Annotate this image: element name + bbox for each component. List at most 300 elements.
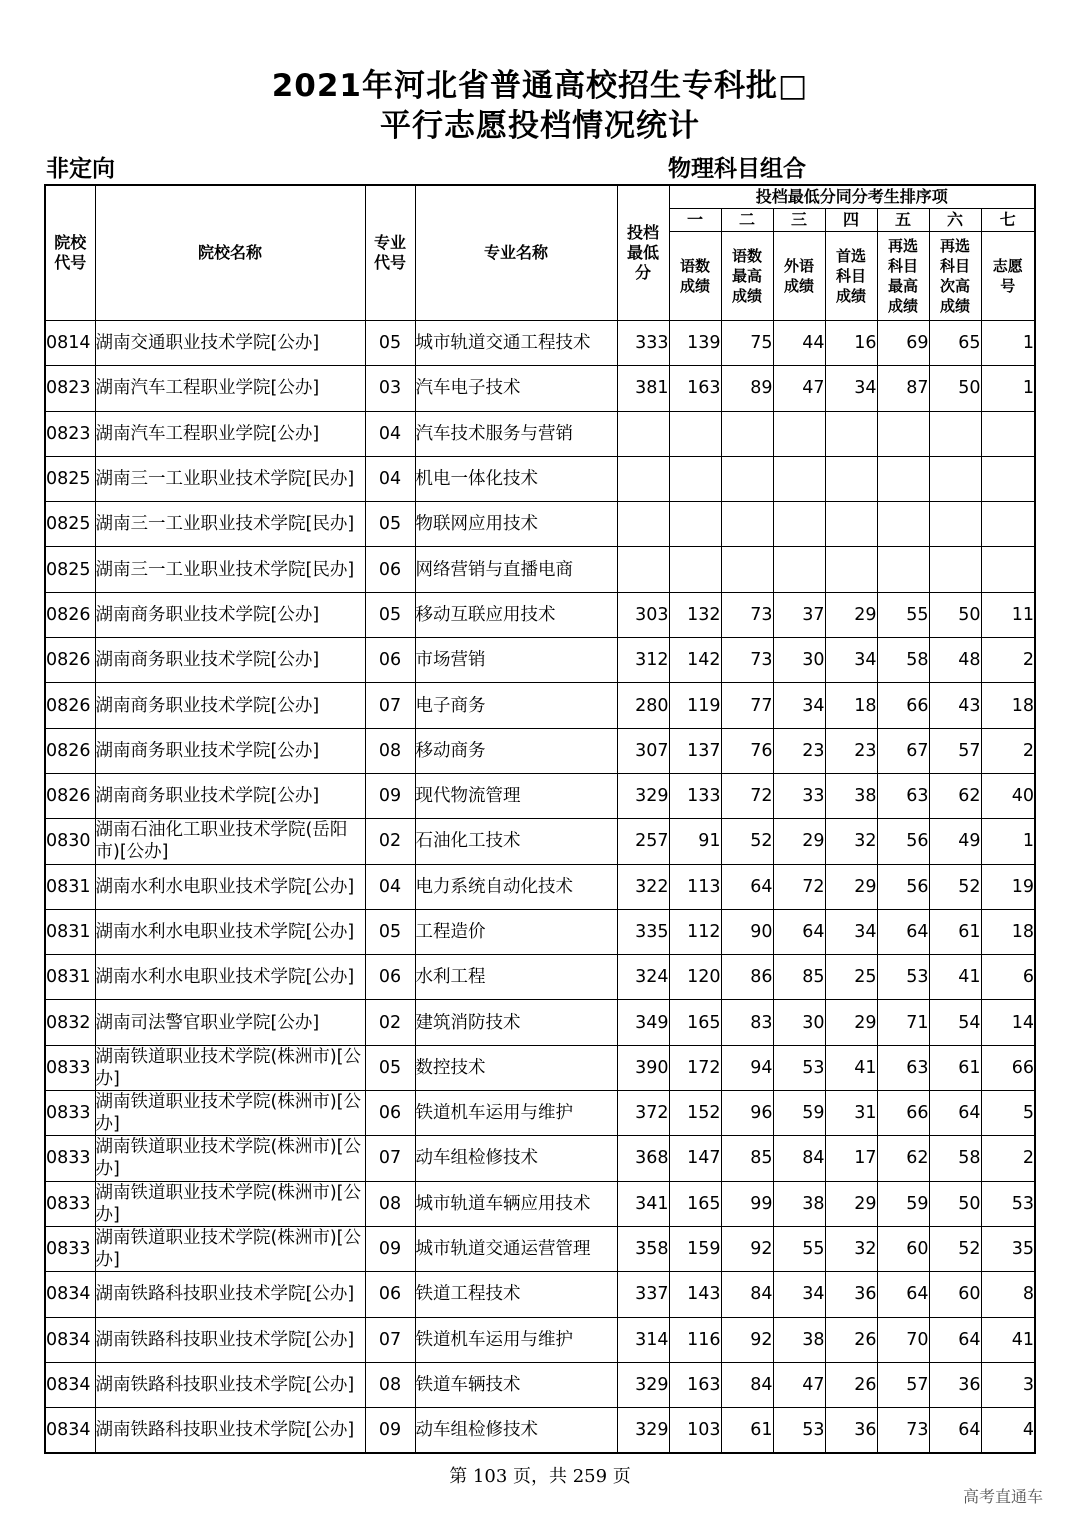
- major-code-cell: 04: [365, 411, 415, 456]
- preference-no-cell: 2: [981, 638, 1035, 683]
- min-score-cell: 335: [617, 909, 669, 954]
- chinese-math-cell: 139: [669, 321, 721, 366]
- table-row: [45, 1000, 1035, 1045]
- school-code-cell: 0814: [45, 321, 95, 366]
- first-subject-cell: 29: [825, 592, 877, 637]
- school-name-cell: 湖南三一工业职业技术学院[民办]: [95, 456, 365, 501]
- school-name-cell: 湖南水利水电职业技术学院[公办]: [95, 864, 365, 909]
- foreign-language-cell: [773, 502, 825, 547]
- chinese-math-max-cell: [721, 456, 773, 501]
- second-subject-max-cell: [877, 547, 929, 592]
- second-subject-next-cell: 50: [929, 1181, 981, 1226]
- second-subject-max-cell: 56: [877, 864, 929, 909]
- min-score-cell: 341: [617, 1181, 669, 1226]
- preference-no-cell: 11: [981, 592, 1035, 637]
- second-subject-max-cell: [877, 411, 929, 456]
- table-row: [45, 411, 1035, 456]
- second-subject-next-cell: 64: [929, 1408, 981, 1453]
- major-name-cell: 汽车技术服务与营销: [415, 411, 617, 456]
- major-name-cell: 铁道工程技术: [415, 1272, 617, 1317]
- min-score-cell: 333: [617, 321, 669, 366]
- table-row: [45, 1091, 1035, 1136]
- preference-no-cell: [981, 411, 1035, 456]
- min-score-cell: 368: [617, 1136, 669, 1181]
- chinese-math-max-cell: 76: [721, 728, 773, 773]
- second-subject-next-cell: [929, 547, 981, 592]
- table-row: [45, 1136, 1035, 1181]
- second-subject-max-cell: 59: [877, 1181, 929, 1226]
- preference-no-cell: 35: [981, 1226, 1035, 1271]
- header-sort-item-5: 再选科目最高成绩: [877, 232, 929, 321]
- table-row: [45, 502, 1035, 547]
- major-code-cell: 09: [365, 773, 415, 818]
- preference-no-cell: [981, 547, 1035, 592]
- header-major-code: 专业代号: [365, 185, 415, 321]
- first-subject-cell: 18: [825, 683, 877, 728]
- min-score-cell: 329: [617, 1408, 669, 1453]
- second-subject-next-cell: 36: [929, 1362, 981, 1407]
- major-code-cell: 08: [365, 728, 415, 773]
- first-subject-cell: 31: [825, 1091, 877, 1136]
- school-code-cell: 0831: [45, 955, 95, 1000]
- major-code-cell: 03: [365, 366, 415, 411]
- school-name-cell: 湖南铁道职业技术学院(株洲市)[公办]: [95, 1181, 365, 1226]
- second-subject-next-cell: 64: [929, 1091, 981, 1136]
- school-name-cell: 湖南铁路科技职业技术学院[公办]: [95, 1362, 365, 1407]
- foreign-language-cell: 47: [773, 1362, 825, 1407]
- header-sort-item-4: 首选科目成绩: [825, 232, 877, 321]
- school-name-cell: 湖南铁道职业技术学院(株洲市)[公办]: [95, 1226, 365, 1271]
- chinese-math-max-cell: [721, 411, 773, 456]
- preference-no-cell: 1: [981, 819, 1035, 864]
- school-code-cell: 0834: [45, 1408, 95, 1453]
- header-order-4: 四: [825, 209, 877, 232]
- first-subject-cell: 29: [825, 864, 877, 909]
- second-subject-max-cell: 67: [877, 728, 929, 773]
- school-name-cell: 湖南铁路科技职业技术学院[公办]: [95, 1408, 365, 1453]
- chinese-math-max-cell: 73: [721, 592, 773, 637]
- chinese-math-cell: 112: [669, 909, 721, 954]
- second-subject-max-cell: 64: [877, 1272, 929, 1317]
- major-code-cell: 06: [365, 1091, 415, 1136]
- preference-no-cell: 8: [981, 1272, 1035, 1317]
- school-name-cell: 湖南商务职业技术学院[公办]: [95, 683, 365, 728]
- major-code-cell: 04: [365, 456, 415, 501]
- school-code-cell: 0833: [45, 1226, 95, 1271]
- major-code-cell: 02: [365, 819, 415, 864]
- second-subject-max-cell: 64: [877, 909, 929, 954]
- second-subject-max-cell: 55: [877, 592, 929, 637]
- min-score-cell: 372: [617, 1091, 669, 1136]
- school-code-cell: 0826: [45, 728, 95, 773]
- second-subject-max-cell: [877, 502, 929, 547]
- school-code-cell: 0825: [45, 502, 95, 547]
- chinese-math-cell: [669, 411, 721, 456]
- chinese-math-cell: 163: [669, 1362, 721, 1407]
- first-subject-cell: 36: [825, 1272, 877, 1317]
- second-subject-next-cell: 54: [929, 1000, 981, 1045]
- chinese-math-max-cell: 85: [721, 1136, 773, 1181]
- first-subject-cell: 34: [825, 909, 877, 954]
- min-score-cell: 390: [617, 1045, 669, 1090]
- foreign-language-cell: 34: [773, 1272, 825, 1317]
- foreign-language-cell: 34: [773, 683, 825, 728]
- min-score-cell: 307: [617, 728, 669, 773]
- page-footer: 第 103 页，共 259 页: [449, 1466, 631, 1487]
- major-name-cell: 工程造价: [415, 909, 617, 954]
- table-row: [45, 683, 1035, 728]
- school-code-cell: 0834: [45, 1362, 95, 1407]
- school-code-cell: 0833: [45, 1045, 95, 1090]
- first-subject-cell: 26: [825, 1317, 877, 1362]
- major-name-cell: 铁道机车运用与维护: [415, 1317, 617, 1362]
- major-name-cell: 城市轨道交通运营管理: [415, 1226, 617, 1271]
- school-name-cell: 湖南铁道职业技术学院(株洲市)[公办]: [95, 1091, 365, 1136]
- major-name-cell: 城市轨道车辆应用技术: [415, 1181, 617, 1226]
- chinese-math-max-cell: 73: [721, 638, 773, 683]
- chinese-math-cell: [669, 502, 721, 547]
- preference-no-cell: 40: [981, 773, 1035, 818]
- second-subject-next-cell: 64: [929, 1317, 981, 1362]
- table-row: [45, 1362, 1035, 1407]
- second-subject-next-cell: [929, 456, 981, 501]
- preference-no-cell: [981, 456, 1035, 501]
- chinese-math-max-cell: 84: [721, 1362, 773, 1407]
- header-tie-group: 投档最低分同分考生排序项: [669, 185, 1035, 209]
- major-code-cell: 09: [365, 1226, 415, 1271]
- school-name-cell: 湖南铁道职业技术学院(株洲市)[公办]: [95, 1045, 365, 1090]
- school-code-cell: 0832: [45, 1000, 95, 1045]
- min-score-cell: [617, 411, 669, 456]
- second-subject-next-cell: 41: [929, 955, 981, 1000]
- foreign-language-cell: 23: [773, 728, 825, 773]
- chinese-math-cell: 152: [669, 1091, 721, 1136]
- table-row: [45, 819, 1035, 864]
- major-code-cell: 05: [365, 592, 415, 637]
- second-subject-next-cell: 48: [929, 638, 981, 683]
- major-code-cell: 05: [365, 1045, 415, 1090]
- foreign-language-cell: [773, 547, 825, 592]
- school-name-cell: 湖南水利水电职业技术学院[公办]: [95, 955, 365, 1000]
- school-code-cell: 0833: [45, 1181, 95, 1226]
- chinese-math-cell: 116: [669, 1317, 721, 1362]
- school-code-cell: 0826: [45, 683, 95, 728]
- min-score-cell: [617, 547, 669, 592]
- table-row: [45, 909, 1035, 954]
- school-code-cell: 0831: [45, 864, 95, 909]
- school-name-cell: 湖南铁路科技职业技术学院[公办]: [95, 1317, 365, 1362]
- second-subject-max-cell: 58: [877, 638, 929, 683]
- foreign-language-cell: 85: [773, 955, 825, 1000]
- table-row: [45, 638, 1035, 683]
- subject-group-label: 物理科目组合: [668, 156, 806, 182]
- second-subject-next-cell: [929, 502, 981, 547]
- foreign-language-cell: 38: [773, 1181, 825, 1226]
- header-order-5: 五: [877, 209, 929, 232]
- major-name-cell: 水利工程: [415, 955, 617, 1000]
- min-score-cell: [617, 502, 669, 547]
- table-row: [45, 1317, 1035, 1362]
- page-title-line-1: 2021年河北省普通高校招生专科批□: [271, 68, 809, 104]
- chinese-math-cell: 163: [669, 366, 721, 411]
- major-code-cell: 06: [365, 1272, 415, 1317]
- chinese-math-cell: 132: [669, 592, 721, 637]
- major-name-cell: 移动商务: [415, 728, 617, 773]
- foreign-language-cell: 47: [773, 366, 825, 411]
- first-subject-cell: 16: [825, 321, 877, 366]
- major-name-cell: 城市轨道交通工程技术: [415, 321, 617, 366]
- chinese-math-cell: 133: [669, 773, 721, 818]
- chinese-math-cell: 119: [669, 683, 721, 728]
- school-code-cell: 0823: [45, 366, 95, 411]
- major-code-cell: 07: [365, 1136, 415, 1181]
- chinese-math-max-cell: 72: [721, 773, 773, 818]
- second-subject-next-cell: 43: [929, 683, 981, 728]
- chinese-math-max-cell: 92: [721, 1317, 773, 1362]
- foreign-language-cell: 33: [773, 773, 825, 818]
- table-row: [45, 456, 1035, 501]
- second-subject-next-cell: 52: [929, 864, 981, 909]
- major-name-cell: 电力系统自动化技术: [415, 864, 617, 909]
- second-subject-next-cell: 50: [929, 592, 981, 637]
- second-subject-max-cell: 69: [877, 321, 929, 366]
- foreign-language-cell: 72: [773, 864, 825, 909]
- header-school-code: 院校代号: [45, 185, 95, 321]
- second-subject-next-cell: 60: [929, 1272, 981, 1317]
- school-name-cell: 湖南三一工业职业技术学院[民办]: [95, 547, 365, 592]
- chinese-math-cell: 91: [669, 819, 721, 864]
- major-code-cell: 07: [365, 683, 415, 728]
- first-subject-cell: 34: [825, 638, 877, 683]
- second-subject-max-cell: 66: [877, 1091, 929, 1136]
- page-title-line-2: 平行志愿投档情况统计: [380, 108, 700, 144]
- second-subject-max-cell: 73: [877, 1408, 929, 1453]
- chinese-math-cell: 113: [669, 864, 721, 909]
- major-name-cell: 电子商务: [415, 683, 617, 728]
- header-order-7: 七: [981, 209, 1035, 232]
- preference-no-cell: 53: [981, 1181, 1035, 1226]
- header-order-1: 一: [669, 209, 721, 232]
- foreign-language-cell: 53: [773, 1408, 825, 1453]
- first-subject-cell: [825, 547, 877, 592]
- min-score-cell: 257: [617, 819, 669, 864]
- school-name-cell: 湖南铁路科技职业技术学院[公办]: [95, 1272, 365, 1317]
- major-name-cell: 铁道机车运用与维护: [415, 1091, 617, 1136]
- chinese-math-cell: [669, 547, 721, 592]
- chinese-math-cell: 137: [669, 728, 721, 773]
- foreign-language-cell: 37: [773, 592, 825, 637]
- foreign-language-cell: 53: [773, 1045, 825, 1090]
- chinese-math-cell: 165: [669, 1181, 721, 1226]
- school-code-cell: 0826: [45, 592, 95, 637]
- school-name-cell: 湖南商务职业技术学院[公办]: [95, 728, 365, 773]
- first-subject-cell: 32: [825, 819, 877, 864]
- chinese-math-max-cell: 84: [721, 1272, 773, 1317]
- school-code-cell: 0825: [45, 456, 95, 501]
- chinese-math-max-cell: 52: [721, 819, 773, 864]
- school-name-cell: 湖南交通职业技术学院[公办]: [95, 321, 365, 366]
- table-row: [45, 592, 1035, 637]
- major-code-cell: 08: [365, 1362, 415, 1407]
- preference-no-cell: 5: [981, 1091, 1035, 1136]
- first-subject-cell: 36: [825, 1408, 877, 1453]
- school-name-cell: 湖南商务职业技术学院[公办]: [95, 773, 365, 818]
- preference-no-cell: 41: [981, 1317, 1035, 1362]
- second-subject-max-cell: 63: [877, 773, 929, 818]
- second-subject-next-cell: 49: [929, 819, 981, 864]
- table-row: [45, 864, 1035, 909]
- major-name-cell: 动车组检修技术: [415, 1408, 617, 1453]
- school-code-cell: 0823: [45, 411, 95, 456]
- school-name-cell: 湖南水利水电职业技术学院[公办]: [95, 909, 365, 954]
- min-score-cell: 303: [617, 592, 669, 637]
- second-subject-next-cell: 65: [929, 321, 981, 366]
- header-sort-item-2: 语数最高成绩: [721, 232, 773, 321]
- table-row: [45, 955, 1035, 1000]
- foreign-language-cell: 59: [773, 1091, 825, 1136]
- min-score-cell: 329: [617, 773, 669, 818]
- table-row: [45, 773, 1035, 818]
- major-name-cell: 铁道车辆技术: [415, 1362, 617, 1407]
- chinese-math-cell: 172: [669, 1045, 721, 1090]
- second-subject-next-cell: 50: [929, 366, 981, 411]
- header-sort-item-7: 志愿号: [981, 232, 1035, 321]
- foreign-language-cell: [773, 411, 825, 456]
- first-subject-cell: 23: [825, 728, 877, 773]
- major-name-cell: 建筑消防技术: [415, 1000, 617, 1045]
- major-name-cell: 网络营销与直播电商: [415, 547, 617, 592]
- first-subject-cell: 17: [825, 1136, 877, 1181]
- min-score-cell: [617, 456, 669, 501]
- school-name-cell: 湖南司法警官职业学院[公办]: [95, 1000, 365, 1045]
- chinese-math-max-cell: 96: [721, 1091, 773, 1136]
- preference-no-cell: 1: [981, 366, 1035, 411]
- major-code-cell: 08: [365, 1181, 415, 1226]
- second-subject-max-cell: 70: [877, 1317, 929, 1362]
- school-code-cell: 0825: [45, 547, 95, 592]
- second-subject-next-cell: 52: [929, 1226, 981, 1271]
- chinese-math-max-cell: 61: [721, 1408, 773, 1453]
- preference-no-cell: 3: [981, 1362, 1035, 1407]
- min-score-cell: 358: [617, 1226, 669, 1271]
- second-subject-next-cell: 58: [929, 1136, 981, 1181]
- school-code-cell: 0834: [45, 1317, 95, 1362]
- preference-no-cell: 18: [981, 909, 1035, 954]
- school-name-cell: 湖南商务职业技术学院[公办]: [95, 592, 365, 637]
- table-row: [45, 1181, 1035, 1226]
- school-name-cell: 湖南石油化工职业技术学院(岳阳市)[公办]: [95, 819, 365, 864]
- preference-no-cell: 4: [981, 1408, 1035, 1453]
- table-row: [45, 321, 1035, 366]
- header-major-name: 专业名称: [415, 185, 617, 321]
- major-code-cell: 02: [365, 1000, 415, 1045]
- foreign-language-cell: 55: [773, 1226, 825, 1271]
- watermark: 高考直通车: [963, 1487, 1044, 1506]
- foreign-language-cell: [773, 456, 825, 501]
- second-subject-max-cell: 66: [877, 683, 929, 728]
- major-code-cell: 06: [365, 547, 415, 592]
- chinese-math-max-cell: [721, 502, 773, 547]
- school-code-cell: 0826: [45, 773, 95, 818]
- major-code-cell: 09: [365, 1408, 415, 1453]
- first-subject-cell: 32: [825, 1226, 877, 1271]
- preference-no-cell: 14: [981, 1000, 1035, 1045]
- min-score-cell: 322: [617, 864, 669, 909]
- second-subject-next-cell: 57: [929, 728, 981, 773]
- major-code-cell: 05: [365, 321, 415, 366]
- school-name-cell: 湖南汽车工程职业学院[公办]: [95, 366, 365, 411]
- school-code-cell: 0833: [45, 1136, 95, 1181]
- school-name-cell: 湖南铁道职业技术学院(株洲市)[公办]: [95, 1136, 365, 1181]
- major-name-cell: 市场营销: [415, 638, 617, 683]
- header-min-score: 投档最低分: [617, 185, 669, 321]
- major-name-cell: 汽车电子技术: [415, 366, 617, 411]
- foreign-language-cell: 44: [773, 321, 825, 366]
- first-subject-cell: 41: [825, 1045, 877, 1090]
- min-score-cell: 280: [617, 683, 669, 728]
- major-name-cell: 现代物流管理: [415, 773, 617, 818]
- table-row: [45, 547, 1035, 592]
- preference-no-cell: 2: [981, 728, 1035, 773]
- major-code-cell: 06: [365, 638, 415, 683]
- second-subject-next-cell: 61: [929, 1045, 981, 1090]
- chinese-math-cell: 165: [669, 1000, 721, 1045]
- preference-no-cell: 2: [981, 1136, 1035, 1181]
- first-subject-cell: 29: [825, 1000, 877, 1045]
- preference-no-cell: [981, 502, 1035, 547]
- foreign-language-cell: 64: [773, 909, 825, 954]
- school-name-cell: 湖南三一工业职业技术学院[民办]: [95, 502, 365, 547]
- second-subject-max-cell: 71: [877, 1000, 929, 1045]
- header-sort-item-6: 再选科目次高成绩: [929, 232, 981, 321]
- table-row: [45, 1226, 1035, 1271]
- second-subject-next-cell: [929, 411, 981, 456]
- table-row: [45, 366, 1035, 411]
- table-row: [45, 728, 1035, 773]
- first-subject-cell: [825, 502, 877, 547]
- table-row: [45, 1045, 1035, 1090]
- first-subject-cell: [825, 411, 877, 456]
- second-subject-max-cell: 63: [877, 1045, 929, 1090]
- school-code-cell: 0834: [45, 1272, 95, 1317]
- first-subject-cell: 34: [825, 366, 877, 411]
- chinese-math-cell: 147: [669, 1136, 721, 1181]
- min-score-cell: 314: [617, 1317, 669, 1362]
- second-subject-next-cell: 62: [929, 773, 981, 818]
- chinese-math-max-cell: 77: [721, 683, 773, 728]
- preference-no-cell: 1: [981, 321, 1035, 366]
- major-name-cell: 移动互联应用技术: [415, 592, 617, 637]
- major-name-cell: 数控技术: [415, 1045, 617, 1090]
- min-score-cell: 337: [617, 1272, 669, 1317]
- chinese-math-max-cell: 99: [721, 1181, 773, 1226]
- school-name-cell: 湖南汽车工程职业学院[公办]: [95, 411, 365, 456]
- foreign-language-cell: 30: [773, 638, 825, 683]
- first-subject-cell: 26: [825, 1362, 877, 1407]
- preference-no-cell: 18: [981, 683, 1035, 728]
- school-code-cell: 0830: [45, 819, 95, 864]
- school-code-cell: 0833: [45, 1091, 95, 1136]
- table-row: [45, 1408, 1035, 1453]
- major-code-cell: 04: [365, 864, 415, 909]
- foreign-language-cell: 29: [773, 819, 825, 864]
- admission-table: [44, 184, 1036, 1454]
- chinese-math-max-cell: 94: [721, 1045, 773, 1090]
- header-order-6: 六: [929, 209, 981, 232]
- category-label: 非定向: [46, 156, 115, 182]
- major-name-cell: 机电一体化技术: [415, 456, 617, 501]
- second-subject-max-cell: 62: [877, 1136, 929, 1181]
